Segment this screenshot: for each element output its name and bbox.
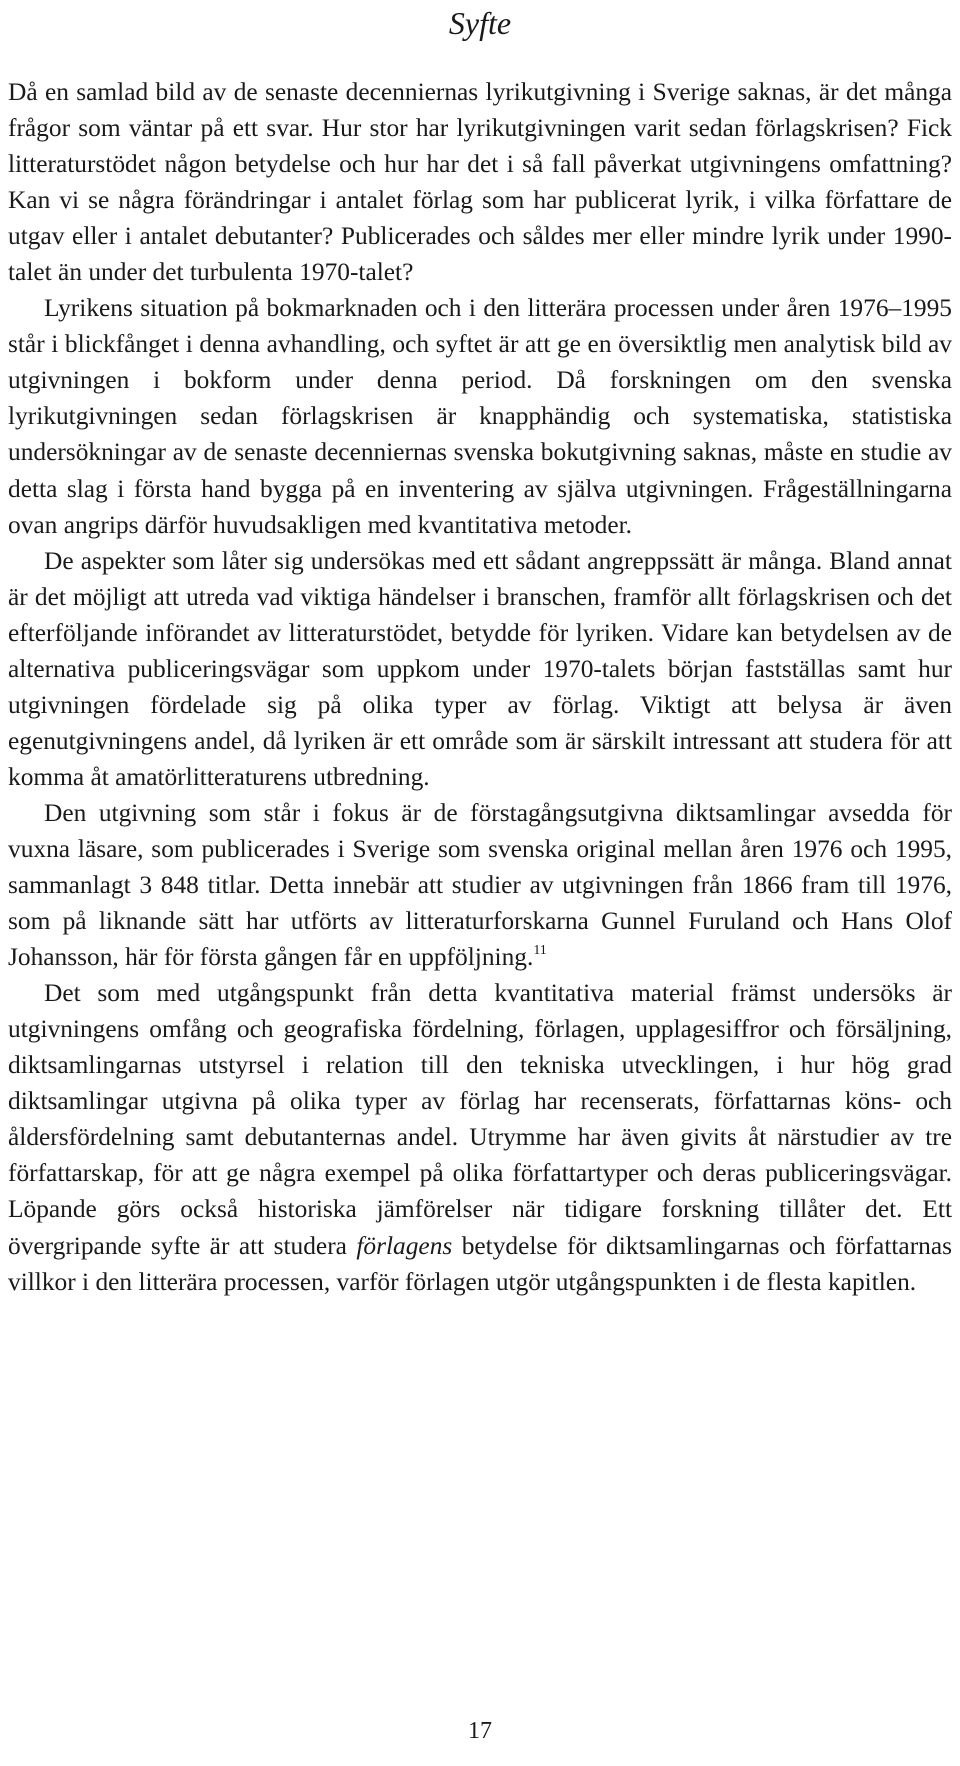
paragraph-4-text: Den utgivning som står i fokus är de förstagångsutgivna diktsamlingar avsedda för vuxna läsare, som publicerades i Sverige som svenska original mellan åren 1976 och 1995, sammanlagt 3 848 titlar. Detta innebär att studier av utgivningen från 1866 fram till 1976, som på liknande sätt har utförts av litteraturforskarna Gunnel Furuland och Hans Olof Johansson, här för första gången får en uppföljning. bbox=[8, 798, 952, 972]
paragraph-5-text-after: betydelse för diktsamlingarnas och författarnas villkor i den litterära processen, varför förlagen utgör utgångspunkten i de flesta kapitlen. bbox=[8, 1231, 952, 1296]
page-number: 17 bbox=[468, 1718, 492, 1744]
paragraph-1: Då en samlad bild av de senaste decenniernas lyrikutgivning i Sverige saknas, är det många frågor som väntar på ett svar. Hur stor har lyrikutgivningen varit sedan förlagskrisen? Fick litteraturstödet någon betydelse och hur har det i så fall påverkat utgivningens omfattning? Kan vi se några förändringar i antalet förlag som har publicerat lyrik, i vilka författare de utgav eller i antalet debutanter? Publicerades och såldes mer eller mindre lyrik under 1990-talet än under det turbulenta 1970-talet? bbox=[8, 78, 952, 287]
paragraph-5-text-before: Det som med utgångspunkt från detta kvantitativa material främst undersöks är utgivningens omfång och geografiska fördelning, förlagen, upplagesiffror och försäljning, diktsamlingarnas utstyrsel i relation till den tekniska utvecklingen, i hur hög grad diktsamlingar utgivna på olika typer av förlag har recenserats, författarnas köns- och åldersfördelning samt debutanternas andel. Utrymme har även givits åt närstudier av tre författarskap, för att ge några exempel på olika författartyper och deras publiceringsvägar. Löpande görs också historiska jämförelser när tidigare forskning tillåter det. Ett övergripande syfte är att studera bbox=[8, 979, 952, 1260]
paragraph-2: Lyrikens situation på bokmarknaden och i den litterära processen under åren 1976–1995 står i blickfånget i denna avhandling, och syftet är att ge en översiktlig men analytisk bild av utgivningen i bokform under denna period. Då forskningen om den svenska lyrikutgivningen sedan förlagskrisen är knapphändig och systematiska, statistiska undersökningar av de senaste decenniernas svenska bokutgivning saknas, måste en studie av detta slag i första hand bygga på en inventering av själva utgivningen. Frågeställningarna ovan angrips därför huvudsakligen med kvantitativa metoder. bbox=[8, 294, 952, 539]
footnote-reference[interactable]: 11 bbox=[533, 943, 547, 959]
paragraph-4 bbox=[8, 795, 952, 975]
paragraph-5 bbox=[8, 975, 952, 1299]
body-text bbox=[8, 74, 952, 1300]
paragraph-5-emphasis: förlagens bbox=[356, 1231, 453, 1260]
paragraph-3: De aspekter som låter sig undersökas med ett sådant angreppssätt är många. Bland annat är det möjligt att utreda vad viktiga händelser i branschen, framför allt förlagskrisen och det efterföljande införandet av litteraturstödet, betydde för lyriken. Vidare kan betydelsen av de alternativa publiceringsvägar som uppkom under 1970-talets början fastställas samt hur utgivningen fördelade sig på olika typer av förlag. Viktigt att belysa är även egenutgivningens andel, då lyriken är ett område som är särskilt intressant att studera för att komma åt amatörlitteraturens utbredning. bbox=[8, 546, 952, 791]
section-heading: Syfte bbox=[448, 5, 512, 41]
